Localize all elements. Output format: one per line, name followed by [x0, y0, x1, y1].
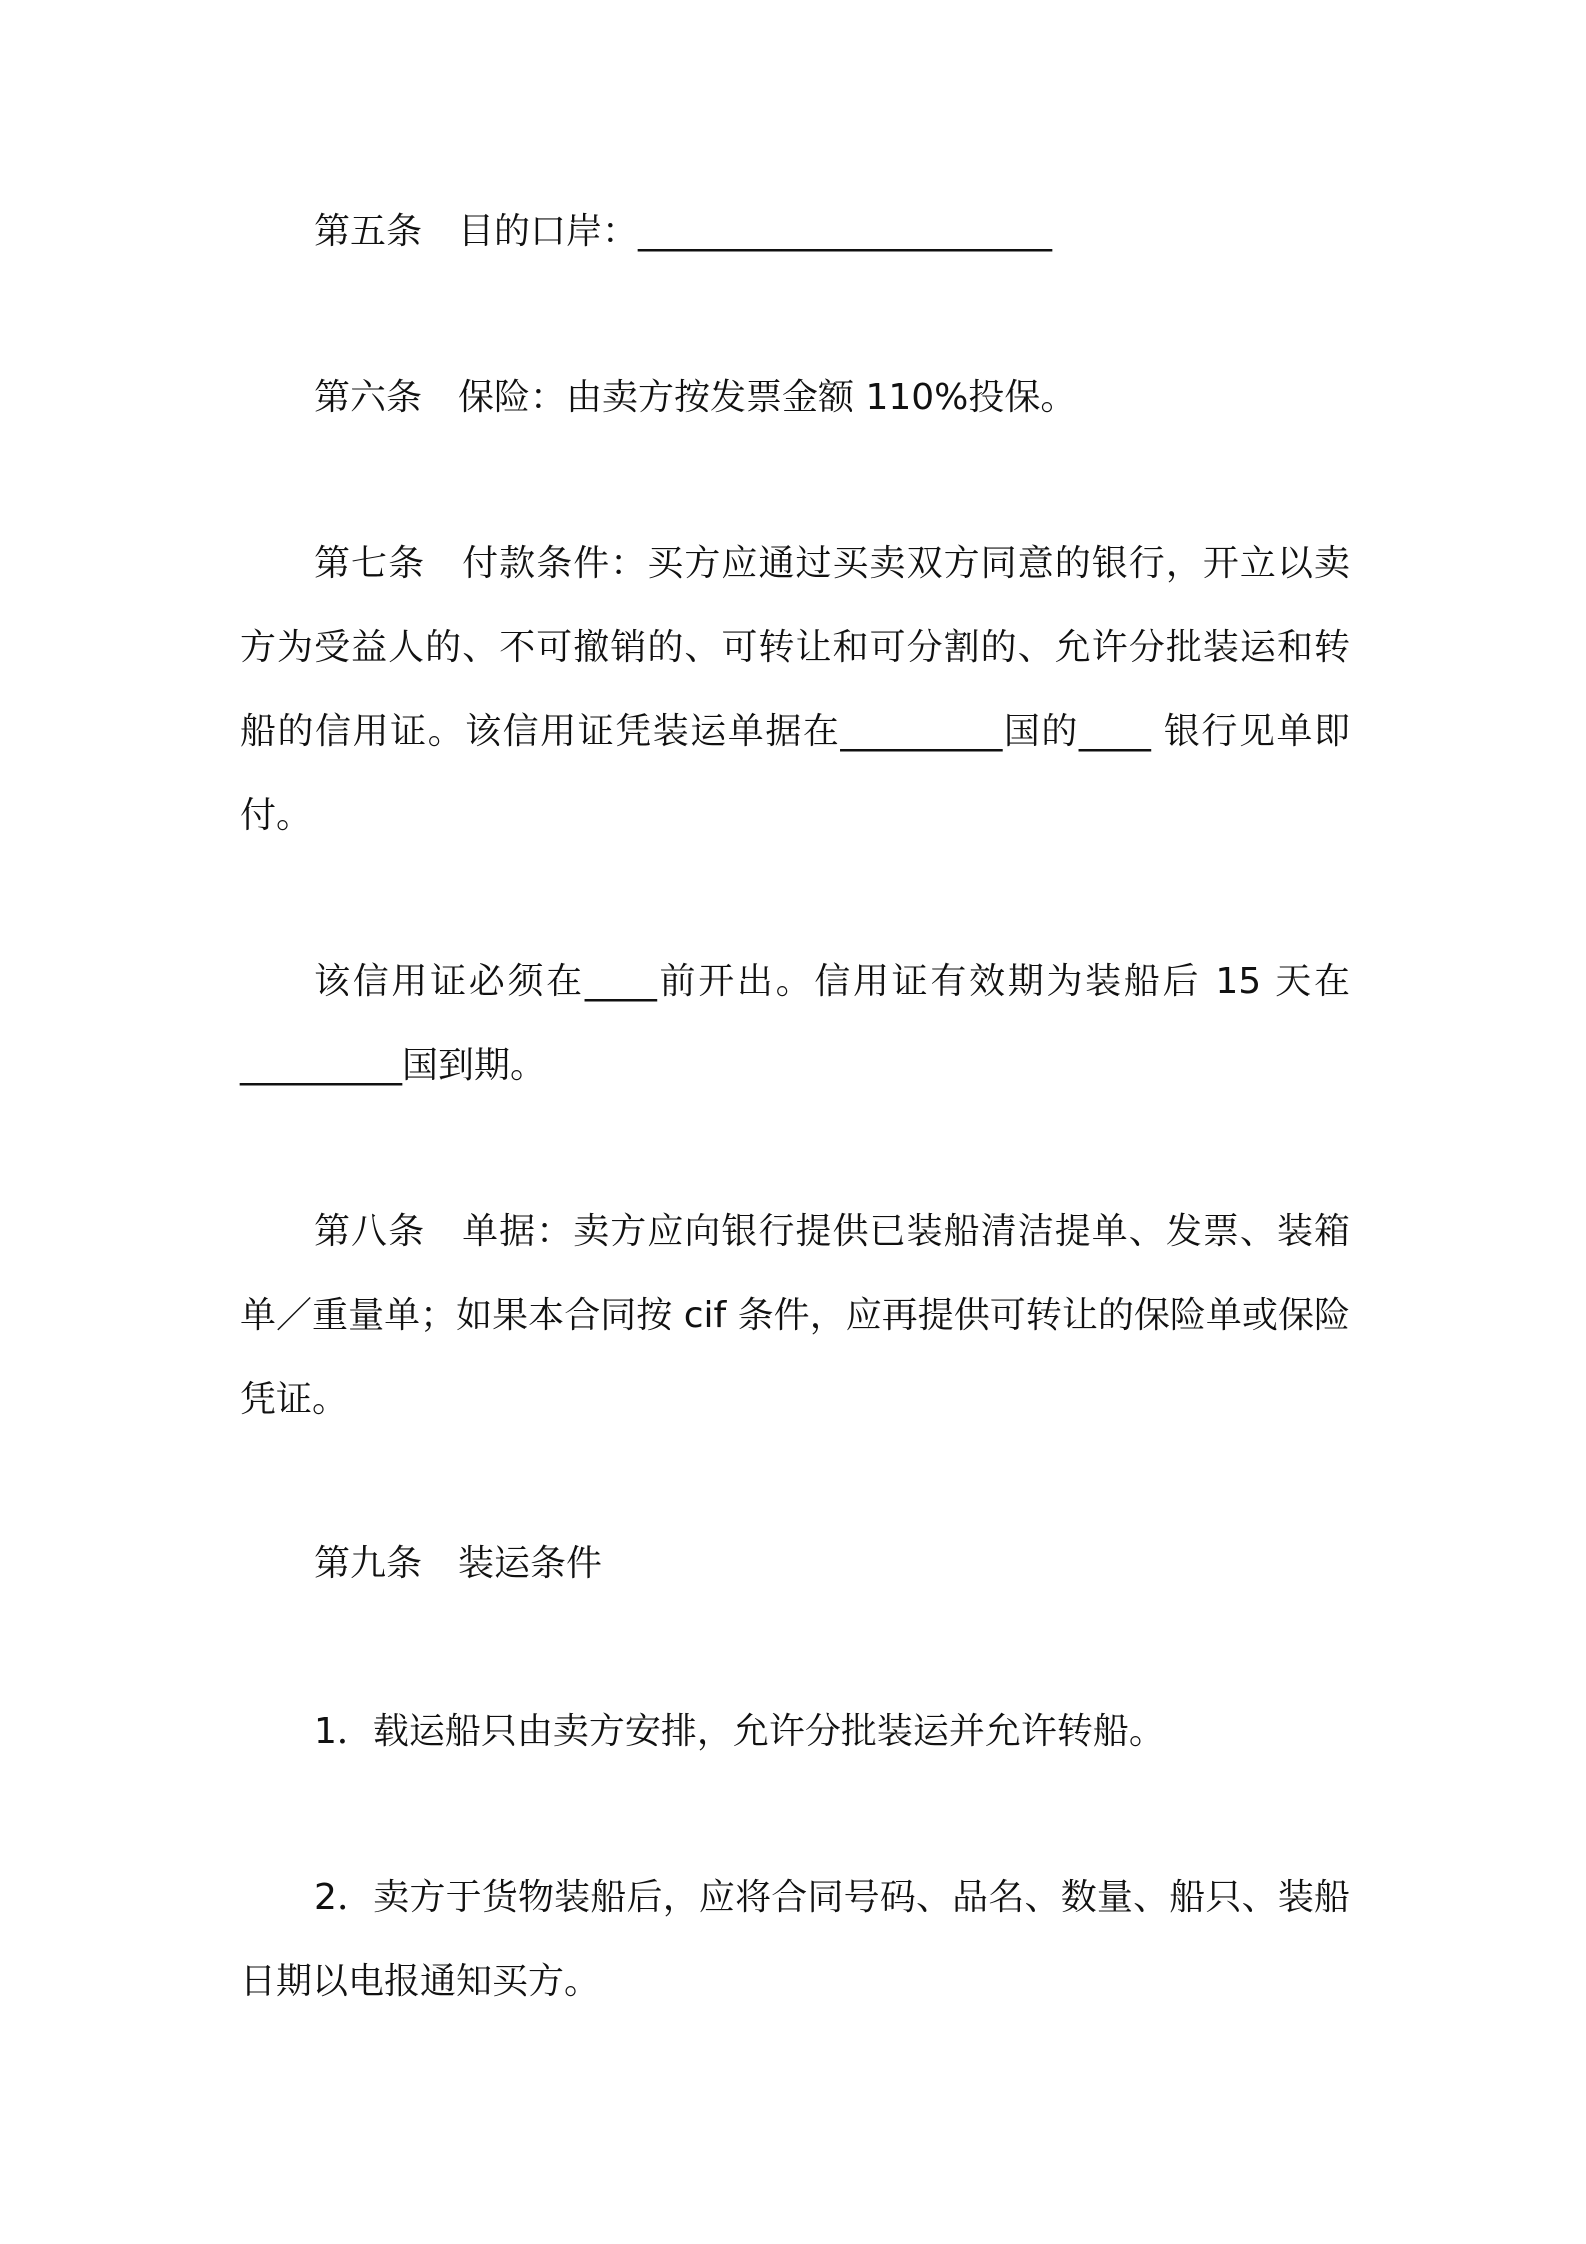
clause-6-insurance: 第六条 保险：由卖方按发票金额 110%投保。: [314, 377, 1077, 418]
shipment-condition-2: 2．卖方于货物装船后，应将合同号码、品名、数量、船只、装船日期以电报通知买方。: [240, 1877, 1350, 2002]
letter-of-credit-validity: 该信用证必须在____前开出。信用证有效期为装船后 15 天在_________国到期。: [240, 961, 1350, 1086]
clause-7-payment-terms: 第七条 付款条件：买方应通过买卖双方同意的银行，开立以卖方为受益人的、不可撤销的、可转让和可分割的、允许分批装运和转船的信用证。该信用证凭装运单据在_________国的____ 银行见单即付。: [240, 543, 1350, 836]
clause-5-destination-port: 第五条 目的口岸：_______________________: [314, 211, 1053, 252]
clause-9-shipment-conditions: 第九条 装运条件: [314, 1543, 603, 1584]
clause-8-documents: 第八条 单据：卖方应向银行提供已装船清洁提单、发票、装箱单／重量单；如果本合同按 cif 条件，应再提供可转让的保险单或保险凭证。: [240, 1211, 1350, 1420]
shipment-condition-1: 1．载运船只由卖方安排，允许分批装运并允许转船。: [314, 1711, 1165, 1752]
